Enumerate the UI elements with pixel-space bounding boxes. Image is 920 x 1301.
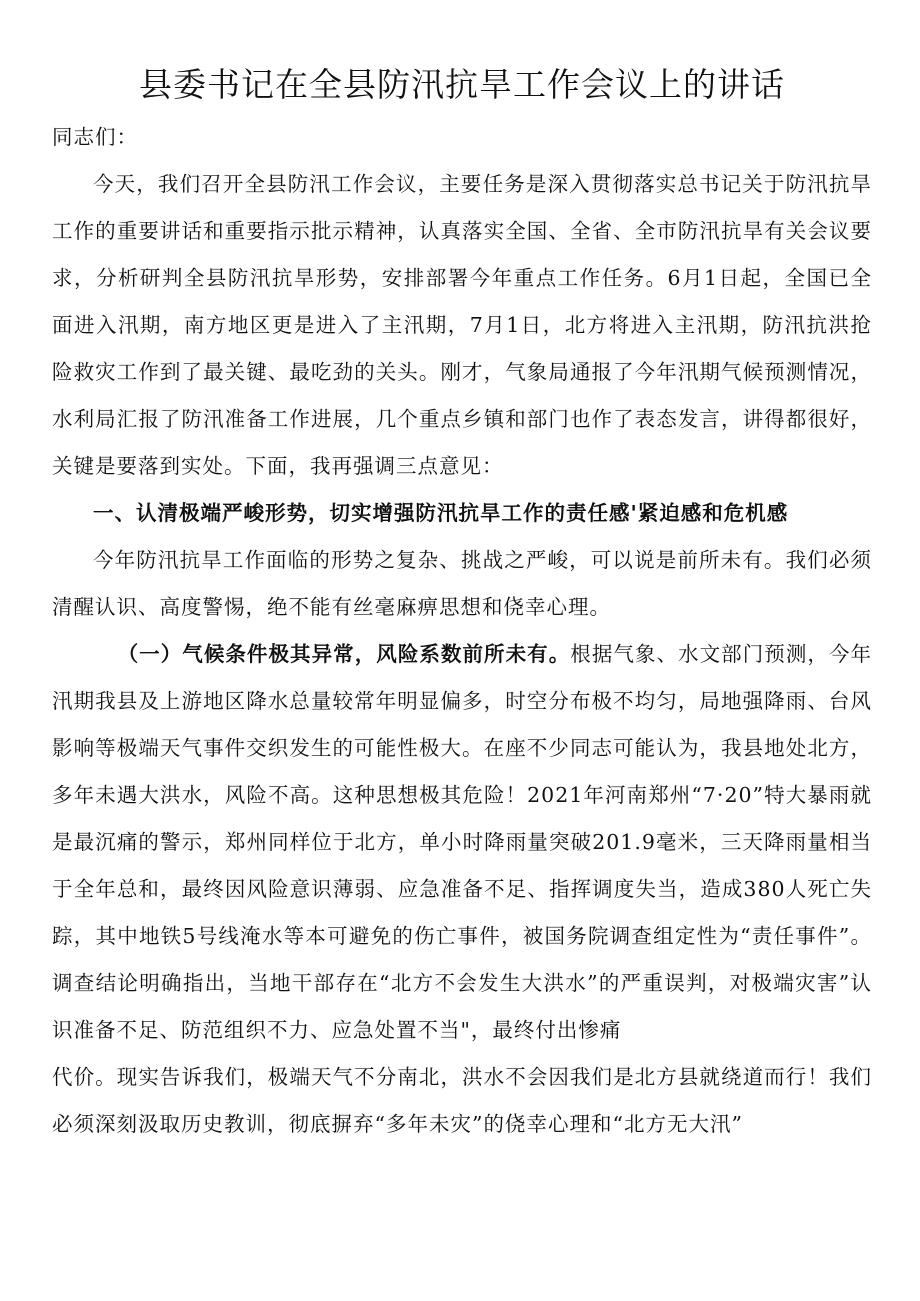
section-1-paragraph: 今年防汛抗旱工作面临的形势之复杂、挑战之严峻，可以说是前所未有。我们必须清醒认识、高度警惕，绝不能有丝毫麻痹思想和侥幸心理。 <box>52 548 872 619</box>
document-title: 县委书记在全县防汛抗旱工作会议上的讲话 <box>139 65 785 104</box>
subsection-1-paragraph <box>52 631 872 1054</box>
section-1-heading: 一、认清极端严峻形势，切实增强防汛抗旱工作的责任感'紧迫感和危机感 <box>93 501 789 525</box>
salutation: 同志们： <box>52 125 138 149</box>
document-body <box>52 114 872 1148</box>
intro-paragraph: 今天，我们召开全县防汛工作会议，主要任务是深入贯彻落实总书记关于防汛抗旱工作的重要讲话和重要指示批示精神，认真落实全国、全省、全市防汛抗旱有关会议要求，分析研判全县防汛抗旱形势，安排部署今年重点工作任务。6月1日起，全国已全面进入汛期，南方地区更是进入了主汛期，7月1日，北方将进入主汛期，防汛抗洪抢险救灾工作到了最关键、最吃劲的关头。刚才，气象局通报了今年汛期气候预测情况，水利局汇报了防汛准备工作进展，几个重点乡镇和部门也作了表态发言，讲得都很好，关键是要落到实处。下面，我再强调三点意见： <box>52 172 872 478</box>
continuation-paragraph: 代价。现实告诉我们，极端天气不分南北，洪水不会因我们是北方县就绕道而行！我们必须深刻汲取历史教训，彻底摒弃“多年未灾”的侥幸心理和“北方无大汛” <box>52 1065 872 1136</box>
subsection-1-text: 根据气象、水文部门预测，今年汛期我县及上游地区降水总量较常年明显偏多，时空分布极不均匀，局地强降雨、台风影响等极端天气事件交织发生的可能性极大。在座不少同志可能认为，我县地处北方，多年未遇大洪水，风险不高。这种思想极其危险！2021年河南郑州“7·20”特大暴雨就是最沉痛的警示，郑州同样位于北方，单小时降雨量突破201.9毫米，三天降雨量相当于全年总和，最终因风险意识薄弱、应急准备不足、指挥调度失当，造成380人死亡失踪，其中地铁5号线淹水等本可避免的伤亡事件，被国务院调查组定性为“责任事件”。调查结论明确指出，当地干部存在“北方不会发生大洪水”的严重误判，对极端灾害”认识准备不足、防范组织不力、应急处置不当"，最终付出惨痛 <box>52 642 873 1042</box>
subsection-1-lead: （一）气候条件极其异常，风险系数前所未有。 <box>117 642 571 666</box>
